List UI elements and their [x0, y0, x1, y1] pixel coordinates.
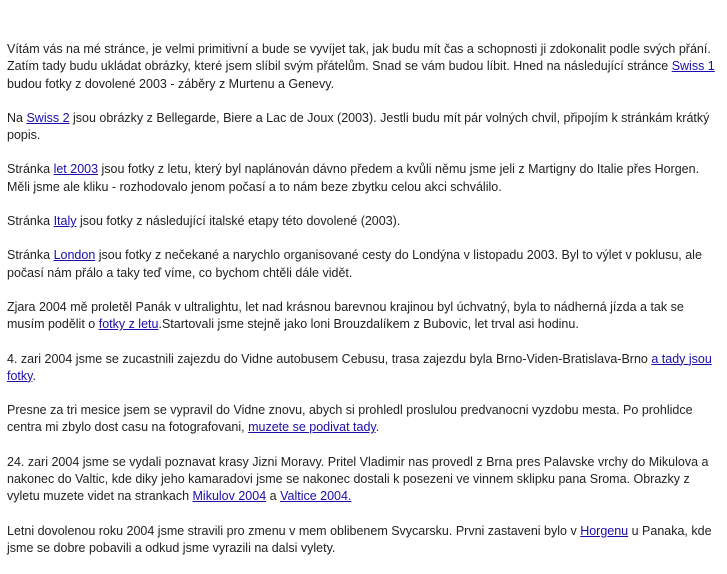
horgen-link[interactable]: Horgenu — [580, 523, 629, 538]
london-paragraph — [7, 247, 719, 282]
paragraph-text: jsou obrázky z Bellegarde, Biere a Lac de Joux (2003). Jestli budu mít pár volných chvil, připojím k stránkám krátký popis. — [7, 110, 710, 143]
swiss2-link[interactable]: Swiss 2 — [26, 110, 70, 125]
paragraph-text: 4. zari 2004 jsme se zucastnili zajezdu do Vidne autobusem Cebusu, trasa zajezdu byla Brno-Viden-Bratislava-Brno — [7, 351, 652, 366]
valtice-link[interactable]: Valtice 2004. — [280, 489, 352, 504]
let2003-link[interactable]: let 2003 — [53, 162, 99, 177]
mikulov-link[interactable]: Mikulov 2004 — [192, 489, 267, 504]
paragraph-text: Na — [7, 110, 27, 125]
paragraph-text: Presne za tri mesice jsem se vypravil do Vidne znovu, abych si prohledl proslulou predvanocni vyzdobu mesta. Po prohlidce centra mi zbylo dost casu na fotografovani, — [7, 403, 693, 435]
italy-paragraph — [7, 213, 719, 230]
paragraph-text: budou fotky z dovolené 2003 - záběry z Murtenu a Genevy. — [7, 76, 335, 91]
content-area — [7, 41, 719, 574]
vienna-trip-paragraph — [7, 351, 719, 386]
paragraph-text: Vítám vás na mé stránce, je velmi primitivní a bude se vyvíjet tak, jak budu mít čas a schopnosti ji zdokonalit podle svých přání. Zatím tady budu ukládat obrázky, které jsem slíbil svým přátelům. Snad se vám budou líbit. Hned na následující stránce — [7, 42, 711, 74]
paragraph-text: Stránka — [7, 214, 54, 229]
south-moravia-paragraph — [7, 454, 719, 506]
paragraph-text: . — [375, 420, 380, 435]
flight2004-paragraph — [7, 299, 719, 334]
paragraph-text: . — [32, 368, 36, 383]
paragraph-text: jsou fotky z nečekané a narychlo organisované cesty do Londýna v listopadu 2003. Byl to výlet v poklusu, ale počasí nám přálo a taky teď víme, co bychom chtěli dále vidět. — [7, 248, 702, 280]
let2003-paragraph — [7, 161, 719, 196]
vienna-photos-link[interactable]: a tady jsou fotky — [7, 351, 712, 383]
paragraph-text: Stránka — [7, 248, 54, 263]
flight-photos-link[interactable]: fotky z letu — [98, 317, 159, 332]
paragraph-text: Zjara 2004 mě proletěl Panák v ultralightu, let nad krásnou barevnou krajinou byl úchvatný, byla to nádherná jízda a tak se musím podělit o — [7, 299, 684, 332]
intro-paragraph — [7, 41, 719, 93]
paragraph-text: jsou fotky z následující italské etapy této dovolené (2003). — [76, 214, 401, 229]
paragraph-text: jsou fotky z letu, který byl naplánován dávno předem a kvůli němu jsme jeli z Martigny do Italie přes Horgen. Měli jsme ale kliku - rozhodovalo jenom počasí a to nám beze zbytku celou akci schválilo. — [7, 162, 700, 194]
london-link[interactable]: London — [53, 248, 96, 263]
paragraph-text: 24. zari 2004 jsme se vydali poznavat krasy Jizni Moravy. Pritel Vladimir nas provedl z Brna pres Palavske vrchy do Mikulova a nakonec do Valtic, kde diky jeho kamaradovi jsme se nakonec dostali k posezeni ve vinnem sklipku pana Sroma. Obrazky z vyletu muzete videt na strankach — [7, 454, 709, 504]
paragraph-text: Stránka — [7, 162, 54, 177]
paragraph-text: u Panaka, kde jsme se dobre pobavili a odkud jsme vyrazili na dalsi vylety. — [7, 523, 712, 555]
vienna-christmas-paragraph — [7, 402, 719, 437]
paragraph-text: a — [266, 489, 281, 504]
italy-link[interactable]: Italy — [53, 214, 77, 229]
paragraph-text: .Startovali jsme stejně jako loni Brouzdalíkem z Bubovic, let trval asi hodinu. — [158, 317, 579, 332]
vienna-christmas-link[interactable]: muzete se podivat tady — [248, 420, 376, 435]
swiss1-link[interactable]: Swiss 1 — [671, 59, 715, 74]
paragraph-text: Letni dovolenou roku 2004 jsme stravili pro zmenu v mem oblibenem Svycarsku. Prvni zastaveni bylo v — [7, 523, 581, 538]
swiss2-paragraph — [7, 110, 719, 145]
summer2004-paragraph — [7, 523, 719, 558]
